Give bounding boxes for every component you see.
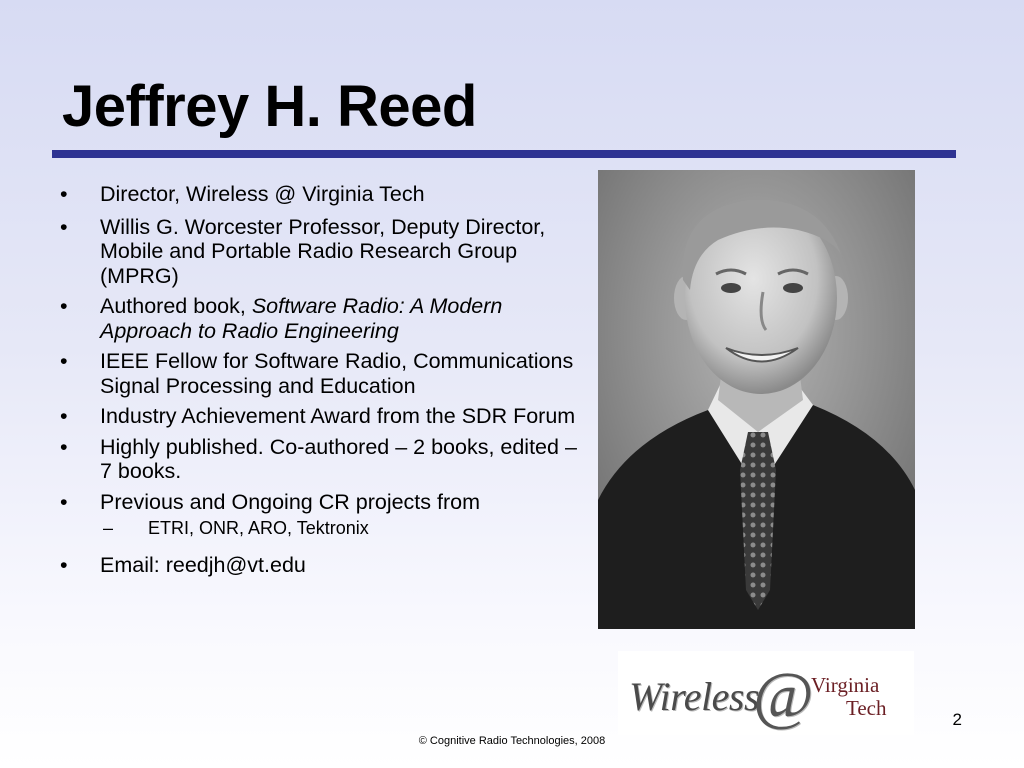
logo-virginia: Virginia — [811, 673, 880, 697]
bullet-item-projects — [60, 490, 590, 540]
bullet-item-book — [60, 294, 590, 343]
bullet-item: • Director, Wireless @ Virginia Tech — [60, 182, 590, 207]
book-title: Software Radio: A Modern Approach to Radio Engineering — [100, 294, 503, 343]
title-underline — [52, 150, 956, 158]
bullet-text: Previous and Ongoing CR projects from — [100, 489, 481, 514]
bullet-item: • Willis G. Worcester Professor, Deputy Director, Mobile and Portable Radio Research Group (MPRG) — [60, 215, 590, 289]
sub-bullet-item: – ETRI, ONR, ARO, Tektronix — [103, 517, 590, 539]
copyright-footer: © Cognitive Radio Technologies, 2008 — [418, 735, 606, 747]
logo-tech: Tech — [846, 696, 887, 720]
bullet-item: • IEEE Fellow for Software Radio, Communications Signal Processing and Education — [60, 349, 590, 398]
slide-title: Jeffrey H. Reed — [62, 74, 477, 139]
logo-at-symbol: @ — [753, 659, 814, 732]
logo-wordmark: Wireless — [629, 674, 760, 719]
bullet-item: • Highly published. Co-authored – 2 books, edited – 7 books. — [60, 435, 590, 484]
bullet-list — [60, 178, 590, 578]
sub-bullet-list — [100, 517, 590, 539]
portrait-photo — [598, 170, 915, 629]
slide-number: 2 — [952, 710, 962, 729]
wireless-vt-logo — [618, 651, 914, 735]
bullet-item: • Industry Achievement Award from the SDR Forum — [60, 404, 590, 429]
bullet-text: Authored book, — [100, 294, 252, 318]
bullet-item-email: • Email: reedjh@vt.edu — [60, 553, 590, 578]
